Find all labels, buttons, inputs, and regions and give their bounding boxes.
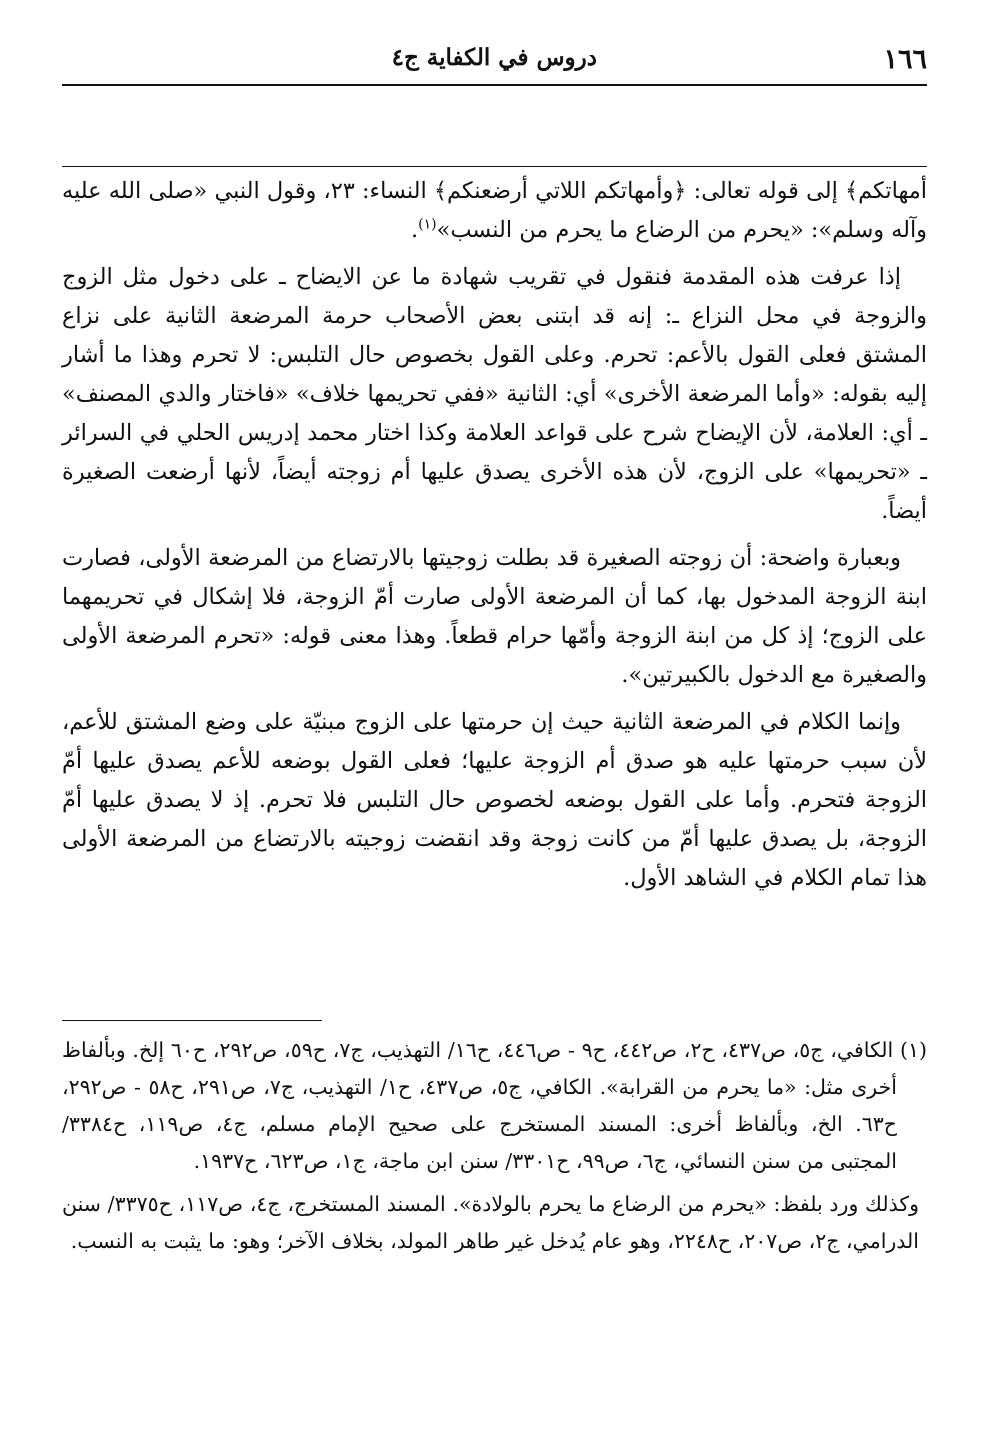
page-header	[62, 38, 927, 86]
footnote-1-continuation: وكذلك ورد بلفظ: «يحرم من الرضاع ما يحرم بالولادة». المسند المستخرج، ج٤، ص١١٧، ح٣٣٧٥/ سنن الدرامي، ج٢، ص٢٠٧، ح٢٢٤٨، وهو عام يُدخل غير طاهر المولد، بخلاف الآخر؛ وهو: ما يثبت به النسب.	[62, 1192, 919, 1253]
paragraph-2: إذا عرفت هذه المقدمة فنقول في تقريب شهادة ما عن الايضاح ـ على دخول مثل الزوج والزوجة في محل النزاع ـ: إنه قد ابتنى بعض الأصحاب حرمة المرضعة الثانية على نزاع المشتق فعلى القول بالأعم: تحرم. وعلى القول بخصوص حال التلبس: لا تحرم وهذا ما أشار إليه بقوله: «وأما المرضعة الأخرى» أي: الثانية «ففي تحريمها خلاف» «فاختار والدي المصنف» ـ أي: العلامة، لأن الإيضاح شرح على قواعد العلامة وكذا اختار محمد إدريس الحلي في السرائر ـ «تحريمها» على الزوج، لأن هذه الأخرى يصدق عليها أم زوجته أيضاً، لأنها أرضعت الصغيرة أيضاً.	[62, 264, 927, 524]
main-text	[62, 172, 927, 906]
paragraph-1-text: أمهاتكم﴾ إلى قوله تعالى: ﴿وأمهاتكم اللاتي أرضعنكم﴾ النساء: ٢٣، وقول النبي «صلى الله عليه وآله وسلم»: «يحرم من الرضاع ما يحرم من النسب»	[62, 178, 927, 243]
page-number: ١٦٦	[883, 44, 927, 75]
running-title: دروس في الكفاية ج٤	[391, 44, 597, 71]
footnote-1: (١) الكافي، ج٥، ص٤٣٧، ح٢، ص٤٤٢، ح٩ - ص٤٤٦، ح١٦/ التهذيب، ج٧، ح٥٩، ص٢٩٢، ح٦٠ إلخ. وبألفاظ أخرى مثل: «ما يحرم من القرابة». الكافي، ج٥، ص٤٣٧، ح١/ التهذيب، ج٧، ص٢٩١، ح٥٨ - ص٢٩٢، ح٦٣. الخ، وبألفاظ أخرى: المسند المستخرج على صحيح الإمام مسلم، ج٤، ص١١٩، ح٣٣٨٤/ المجتبى من سنن النسائي، ج٦، ص٩٩، ح٣٣٠١/ سنن ابن ماجة، ج١، ص٦٢٣، ح١٩٣٧.	[62, 1038, 928, 1173]
paragraph-3: وبعبارة واضحة: أن زوجته الصغيرة قد بطلت زوجيتها بالارتضاع من المرضعة الأولى، فصارت ابنة الزوجة المدخول بها، كما أن المرضعة الأولى صارت أمّ الزوجة، فلا إشكال في تحريمهما على الزوج؛ إذ كل من ابنة الزوجة وأمّها حرام قطعاً. وهذا معنى قوله: «تحرم المرضعة الأولى والصغيرة مع الدخول بالكبيرتين».	[62, 545, 927, 688]
paragraph-1	[62, 172, 927, 250]
footnote-reference: (١)	[418, 216, 437, 233]
footnote-rule	[62, 1020, 322, 1021]
paragraph-1-end: .	[411, 217, 419, 243]
footnotes	[62, 1032, 927, 1266]
separator-rule	[62, 166, 927, 167]
book-page	[62, 0, 927, 1454]
paragraph-4: وإنما الكلام في المرضعة الثانية حيث إن حرمتها على الزوج مبنيّة على وضع المشتق للأعم، لأن سبب حرمتها عليه هو صدق أم الزوجة عليها؛ فعلى القول بوضعه للأعم يصدق عليها أمّ الزوجة فتحرم. وأما على القول بوضعه لخصوص حال التلبس فلا تحرم. إذ لا يصدق عليها أمّ الزوجة، بل يصدق عليها أمّ من كانت زوجة وقد انقضت زوجيته بالارتضاع من المرضعة الأولى هذا تمام الكلام في الشاهد الأول.	[62, 709, 927, 891]
